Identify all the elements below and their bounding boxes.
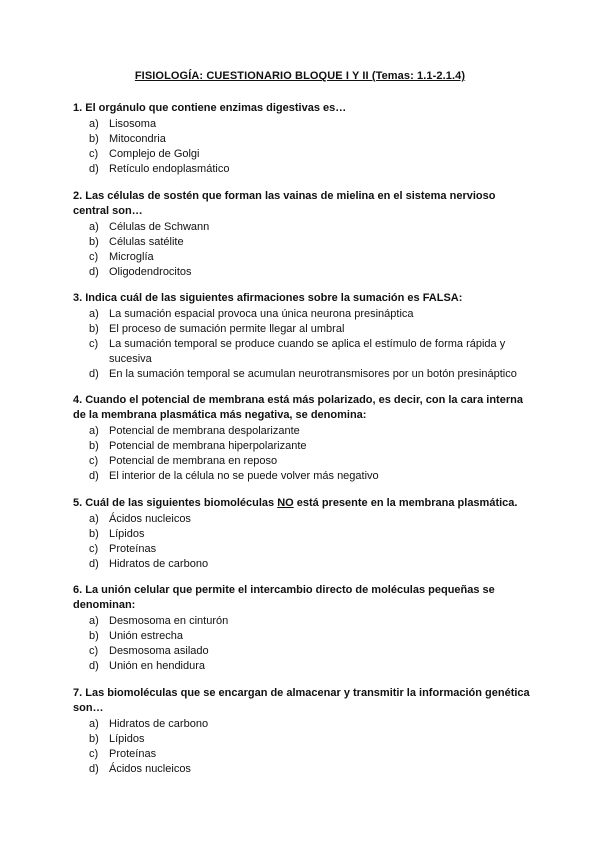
option-d [73,469,533,484]
option-letter: d) [89,470,99,482]
option-letter: b) [89,133,99,145]
option-letter: c) [89,645,99,657]
option-text: Lípidos [109,733,145,745]
question-6 [73,583,533,674]
options-list [73,512,533,572]
option-text: Proteínas [109,748,157,760]
option-b [73,527,533,542]
option-text: Potencial de membrana despolarizante [109,425,300,437]
option-b [73,322,533,337]
option-text: Proteínas [109,543,157,555]
option-text: Lisosoma [109,118,157,130]
options-list [73,117,533,177]
option-letter: d) [89,763,99,775]
option-text: El interior de la célula no se puede volver más negativo [109,470,379,482]
option-c [73,542,533,557]
question-text-end: está presente en la membrana plasmática. [293,497,518,509]
option-c [73,337,533,367]
option-letter: b) [89,236,99,248]
option-letter: c) [89,748,99,760]
question-2 [73,189,533,280]
option-d [73,557,533,572]
question-text: 4. Cuando el potencial de membrana está más polarizado, es decir, con la cara interna de la membrana plasmática más negativa, se denomina: [73,394,523,421]
question-3 [73,291,533,382]
option-letter: a) [89,718,99,730]
option-letter: c) [89,148,99,160]
option-b [73,732,533,747]
options-list [73,307,533,382]
question-text: 6. La unión celular que permite el intercambio directo de moléculas pequeñas se denominan: [73,584,495,611]
option-letter: a) [89,615,99,627]
option-letter: b) [89,440,99,452]
option-letter: c) [89,338,99,350]
option-text: Ácidos nucleicos [109,513,191,525]
option-text: Ácidos nucleicos [109,763,191,775]
option-text: Hidratos de carbono [109,558,209,570]
question-text [73,496,533,511]
option-text: Células de Schwann [109,221,210,233]
option-c [73,644,533,659]
options-list [73,717,533,777]
option-letter: a) [89,118,99,130]
option-a [73,512,533,527]
options-list [73,614,533,674]
option-letter: b) [89,528,99,540]
question-text: 2. Las células de sostén que forman las vainas de mielina en el sistema nervioso central son… [73,190,496,217]
option-text: Oligodendrocitos [109,266,192,278]
option-text: Microglía [109,251,154,263]
question-text: 7. Las biomoléculas que se encargan de almacenar y transmitir la información genética son… [73,687,530,714]
option-a [73,424,533,439]
option-letter: a) [89,513,99,525]
question-4 [73,393,533,484]
option-letter: b) [89,323,99,335]
option-text: Mitocondria [109,133,166,145]
document-title: FISIOLOGÍA: CUESTIONARIO BLOQUE I Y II (Temas: 1.1-2.1.4) [134,70,466,82]
option-a [73,307,533,322]
question-text: 1. El orgánulo que contiene enzimas digestivas es… [73,102,347,114]
option-c [73,147,533,162]
option-text: Retículo endoplasmático [109,163,230,175]
option-letter: d) [89,368,99,380]
option-a [73,117,533,132]
option-c [73,454,533,469]
option-c [73,250,533,265]
option-d [73,162,533,177]
question-1 [73,101,533,177]
option-letter: a) [89,221,99,233]
option-b [73,235,533,250]
option-text: Unión estrecha [109,630,183,642]
option-text: La sumación temporal se produce cuando se aplica el estímulo de forma rápida y sucesiva [109,338,506,365]
option-letter: b) [89,733,99,745]
option-text: Desmosoma en cinturón [109,615,229,627]
option-letter: b) [89,630,99,642]
option-text: La sumación espacial provoca una única neurona presináptica [109,308,414,320]
question-7 [73,686,533,777]
question-text-start: 5. Cuál de las siguientes biomoléculas [73,497,278,509]
option-c [73,747,533,762]
option-text: Desmosoma asilado [109,645,209,657]
option-text: Potencial de membrana hiperpolarizante [109,440,307,452]
option-d [73,265,533,280]
option-letter: c) [89,455,99,467]
option-b [73,439,533,454]
question-5 [73,496,533,572]
option-letter: d) [89,660,99,672]
option-a [73,614,533,629]
option-b [73,629,533,644]
option-letter: a) [89,425,99,437]
option-text: Potencial de membrana en reposo [109,455,278,467]
option-letter: c) [89,251,99,263]
option-d [73,659,533,674]
option-a [73,717,533,732]
option-text: Hidratos de carbono [109,718,209,730]
options-list [73,424,533,484]
question-text: 3. Indica cuál de las siguientes afirmaciones sobre la sumación es FALSA: [73,292,463,304]
option-a [73,220,533,235]
option-text: Lípidos [109,528,145,540]
option-letter: d) [89,266,99,278]
option-letter: a) [89,308,99,320]
option-text: En la sumación temporal se acumulan neurotransmisores por un botón presináptico [109,368,517,380]
option-d [73,762,533,777]
option-text: Complejo de Golgi [109,148,200,160]
option-letter: d) [89,163,99,175]
option-letter: c) [89,543,99,555]
option-d [73,367,533,382]
question-emphasis: NO [277,497,294,509]
options-list [73,220,533,280]
option-text: El proceso de sumación permite llegar al umbral [109,323,345,335]
option-b [73,132,533,147]
option-text: Unión en hendidura [109,660,206,672]
option-letter: d) [89,558,99,570]
option-text: Células satélite [109,236,184,248]
